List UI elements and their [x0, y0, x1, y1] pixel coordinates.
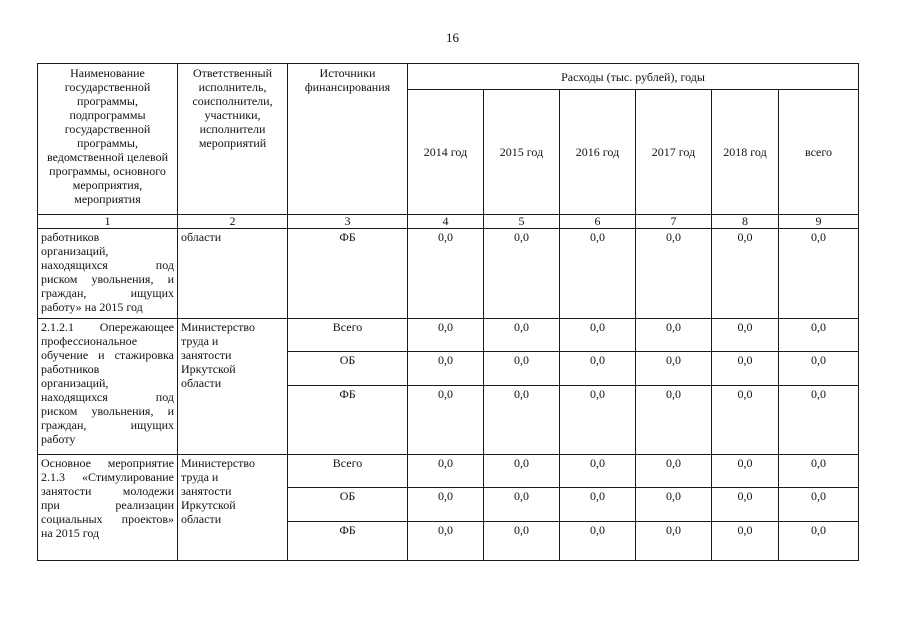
expense-value-cell: 0,0	[636, 319, 712, 352]
header-expenses: Расходы (тыс. рублей), годы	[408, 64, 859, 90]
executor-line: области	[181, 512, 222, 526]
budget-table	[37, 63, 859, 561]
column-number: 2	[178, 215, 288, 229]
measure-name-line: находящихся под	[41, 390, 174, 404]
column-number: 8	[712, 215, 779, 229]
executor-line: занятости	[181, 348, 232, 362]
header-year: 2018 год	[712, 90, 779, 215]
expense-value-cell: 0,0	[560, 319, 636, 352]
expense-value-cell: 0,0	[712, 229, 779, 319]
measure-name-line: находящихся под	[41, 258, 174, 272]
funding-source-cell: Всего	[288, 319, 408, 352]
measure-name-line: обучение и стажировка	[41, 348, 174, 362]
table-row	[38, 319, 859, 352]
expense-value-cell: 0,0	[779, 386, 859, 455]
header-year: 2016 год	[560, 90, 636, 215]
measure-name-line: 2.1.2.1 Опережающее	[41, 320, 174, 334]
measure-name-line: социальных проектов»	[41, 512, 174, 526]
measure-name-line: на 2015 год	[41, 526, 100, 540]
expense-value-cell: 0,0	[636, 455, 712, 488]
measure-name-line: граждан, ищущих	[41, 286, 174, 300]
measure-name-line: риском увольнения, и	[41, 404, 174, 418]
expense-value-cell: 0,0	[408, 352, 484, 386]
executor-cell	[178, 455, 288, 561]
executor-cell	[178, 229, 288, 319]
expense-value-cell: 0,0	[636, 229, 712, 319]
table-row	[38, 455, 859, 488]
expense-value-cell: 0,0	[712, 488, 779, 522]
expense-value-cell: 0,0	[484, 386, 560, 455]
executor-line: области	[181, 230, 222, 244]
executor-line: Министерство	[181, 456, 255, 470]
column-number: 5	[484, 215, 560, 229]
expense-value-cell: 0,0	[484, 229, 560, 319]
expense-value-cell: 0,0	[408, 386, 484, 455]
expense-value-cell: 0,0	[484, 455, 560, 488]
measure-name-line: работников	[41, 230, 100, 244]
expense-value-cell: 0,0	[484, 352, 560, 386]
header-total: всего	[779, 90, 859, 215]
expense-value-cell: 0,0	[560, 386, 636, 455]
expense-value-cell: 0,0	[636, 352, 712, 386]
measure-name-line: граждан, ищущих	[41, 418, 174, 432]
expense-value-cell: 0,0	[484, 319, 560, 352]
expense-value-cell: 0,0	[636, 386, 712, 455]
expense-value-cell: 0,0	[636, 522, 712, 561]
header-year: 2015 год	[484, 90, 560, 215]
executor-line: области	[181, 376, 222, 390]
column-number: 9	[779, 215, 859, 229]
measure-name-cell	[38, 319, 178, 455]
funding-source-cell: ФБ	[288, 229, 408, 319]
column-number: 4	[408, 215, 484, 229]
measure-name-line: Основное мероприятие	[41, 456, 174, 470]
expense-value-cell: 0,0	[779, 319, 859, 352]
executor-cell	[178, 319, 288, 455]
expense-value-cell: 0,0	[712, 455, 779, 488]
expense-value-cell: 0,0	[408, 522, 484, 561]
column-number: 1	[38, 215, 178, 229]
funding-source-cell: ОБ	[288, 352, 408, 386]
expense-value-cell: 0,0	[712, 352, 779, 386]
measure-name-line: работу	[41, 432, 76, 446]
expense-value-cell: 0,0	[560, 455, 636, 488]
funding-source-cell: ФБ	[288, 522, 408, 561]
expense-value-cell: 0,0	[560, 229, 636, 319]
measure-name-line: организаций,	[41, 244, 109, 258]
expense-value-cell: 0,0	[712, 522, 779, 561]
expense-value-cell: 0,0	[408, 319, 484, 352]
expense-value-cell: 0,0	[560, 522, 636, 561]
measure-name-cell	[38, 455, 178, 561]
expense-value-cell: 0,0	[779, 352, 859, 386]
executor-line: труда и	[181, 470, 219, 484]
funding-source-cell: Всего	[288, 455, 408, 488]
expense-value-cell: 0,0	[560, 488, 636, 522]
table-row	[38, 229, 859, 319]
header-row-top	[38, 64, 859, 90]
expense-value-cell: 0,0	[408, 229, 484, 319]
header-year: 2014 год	[408, 90, 484, 215]
expense-value-cell: 0,0	[484, 522, 560, 561]
column-number: 3	[288, 215, 408, 229]
executor-line: занятости	[181, 484, 232, 498]
executor-line: труда и	[181, 334, 219, 348]
page-number: 16	[446, 30, 459, 45]
expense-value-cell: 0,0	[779, 488, 859, 522]
expense-value-cell: 0,0	[408, 488, 484, 522]
executor-line: Иркутской	[181, 362, 236, 376]
expense-value-cell: 0,0	[560, 352, 636, 386]
measure-name-line: работников	[41, 362, 100, 376]
measure-name-line: работу» на 2015 год	[41, 300, 143, 314]
executor-line: Министерство	[181, 320, 255, 334]
measure-name-line: профессиональное	[41, 334, 138, 348]
measure-name-line: при реализации	[41, 498, 174, 512]
header-executor: Ответственный исполнитель, соисполнители, участники, исполнители мероприятий	[178, 64, 288, 215]
measure-name-cell	[38, 229, 178, 319]
expense-value-cell: 0,0	[779, 455, 859, 488]
funding-source-cell: ФБ	[288, 386, 408, 455]
header-name: Наименование государственной программы, подпрограммы государственной программы, ведомственной целевой программы, основного мероприятия, мероприятия	[38, 64, 178, 215]
measure-name-line: 2.1.3 «Стимулирование	[41, 470, 174, 484]
header-source: Источники финансирования	[288, 64, 408, 215]
column-number-row	[38, 215, 859, 229]
measure-name-line: организаций,	[41, 376, 109, 390]
expense-value-cell: 0,0	[779, 229, 859, 319]
measure-name-line: занятости молодежи	[41, 484, 174, 498]
header-year: 2017 год	[636, 90, 712, 215]
measure-name-line: риском увольнения, и	[41, 272, 174, 286]
funding-source-cell: ОБ	[288, 488, 408, 522]
expense-value-cell: 0,0	[779, 522, 859, 561]
expense-value-cell: 0,0	[636, 488, 712, 522]
executor-line: Иркутской	[181, 498, 236, 512]
expense-value-cell: 0,0	[484, 488, 560, 522]
expense-value-cell: 0,0	[408, 455, 484, 488]
expense-value-cell: 0,0	[712, 386, 779, 455]
column-number: 7	[636, 215, 712, 229]
expense-value-cell: 0,0	[712, 319, 779, 352]
column-number: 6	[560, 215, 636, 229]
